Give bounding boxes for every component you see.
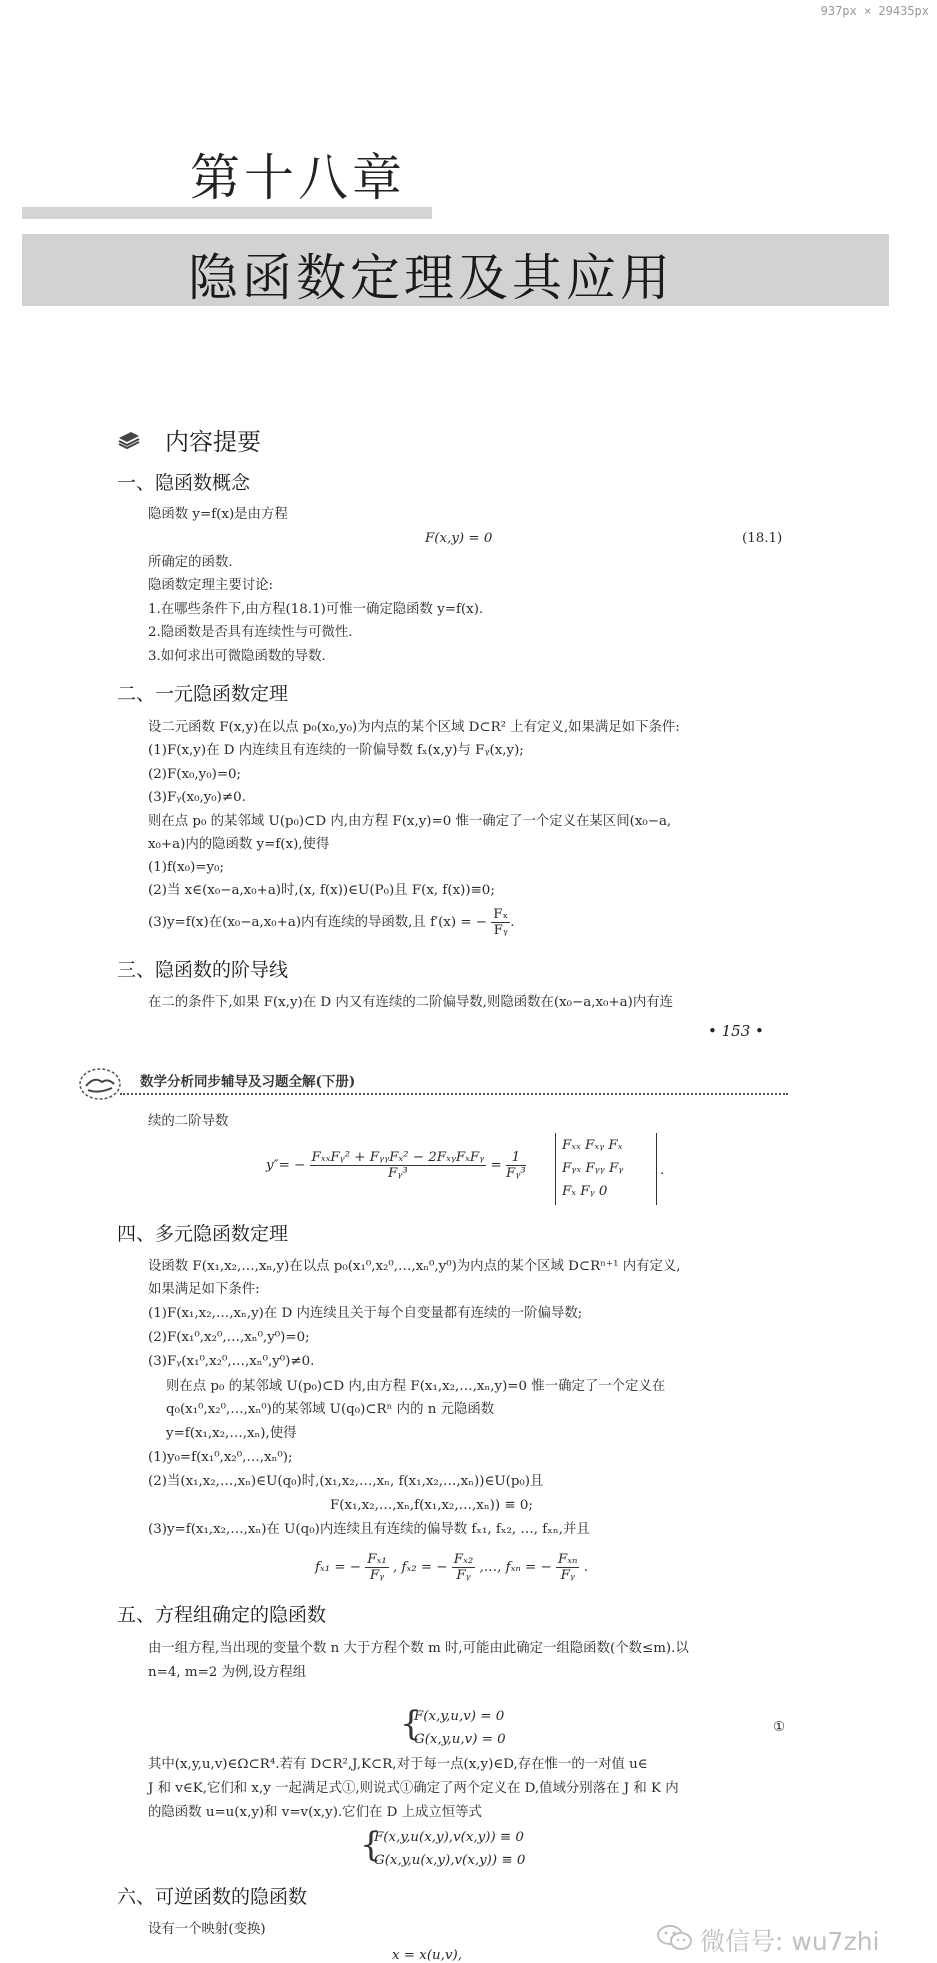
s2-condition-2: (2)F(x₀,y₀)=0; bbox=[148, 767, 242, 782]
s2-result-3: (3)y=f(x)在(x₀−a,x₀+a)内有连续的导函数,且 f′(x) = − $\frac{\text{Fₓ}}{\text{Fᵧ}}$ . bbox=[148, 907, 515, 938]
fraction-numerator: 1 bbox=[506, 1150, 526, 1166]
s5-line-5: 的隐函数 u=u(x,y)和 v=v(x,y).它们在 D 上成立恒等式 bbox=[148, 1805, 482, 1820]
s2-line-1: 设二元函数 F(x,y)在以点 p₀(x₀,y₀)为内点的某个区域 D⊂R² 上有定义,如果满足如下条件: bbox=[148, 720, 680, 735]
s3b-line-1: 续的二阶导数 bbox=[148, 1114, 229, 1129]
s4-result-2b: F(x₁,x₂,…,xₙ,f(x₁,x₂,…,xₙ)) ≡ 0; bbox=[330, 1498, 533, 1513]
s2-result-1: (1)f(x₀)=y₀; bbox=[148, 860, 224, 875]
handshake-icon bbox=[78, 1066, 122, 1102]
s2-result-3-text: (3)y=f(x)在(x₀−a,x₀+a)内有连续的导函数,且 f′(x) = − bbox=[148, 915, 488, 930]
s5-line-4: J 和 v∈K,它们和 x,y 一起满足式①,则说式①确定了两个定义在 D,值域分别落在 J 和 K 内 bbox=[148, 1781, 679, 1796]
s2-condition-1: (1)F(x,y)在 D 内连续且有连续的一阶偏导数 fₓ(x,y)与 Fᵧ(x,y); bbox=[148, 743, 524, 758]
matrix-row-3: Fₓ Fᵧ 0 bbox=[562, 1184, 608, 1199]
s1-equation: F(x,y) = 0 bbox=[425, 531, 493, 546]
header-dotted-rule bbox=[120, 1093, 788, 1095]
section-1-heading: 一、隐函数概念 bbox=[117, 472, 251, 494]
s1-equation-number: (18.1) bbox=[742, 531, 783, 546]
s6-line-1: 设有一个映射(变换) bbox=[148, 1922, 266, 1937]
wechat-icon bbox=[655, 1922, 695, 1954]
s4-result-3: (3)y=f(x₁,x₂,…,xₙ)在 U(q₀)内连续且有连续的偏导数 fₓ₁, fₓ₂, …, fₓₙ,并且 bbox=[148, 1522, 590, 1537]
s2-result-2: (2)当 x∈(x₀−a,x₀+a)时,(x, f(x))∈U(P₀)且 F(x, f(x))≡0; bbox=[148, 883, 495, 898]
s1-item-3: 3.如何求出可微隐函数的导数. bbox=[148, 649, 326, 664]
fraction-numerator: Fₓₙ bbox=[558, 1552, 578, 1567]
s5-line-1: 由一组方程,当出现的变量个数 n 大于方程个数 m 时,可能由此确定一组隐函数(个数≤m).以 bbox=[148, 1641, 689, 1656]
fraction-denominator: Fᵧ bbox=[456, 1568, 471, 1583]
s2-line-2: 则在点 p₀ 的某邻域 U(p₀)⊂D 内,由方程 F(x,y)=0 惟一确定了一个定义在某区间(x₀−a, bbox=[148, 814, 672, 829]
s1-item-2: 2.隐函数是否具有连续性与可微性. bbox=[148, 625, 353, 640]
s1-line-3: 隐函数定理主要讨论: bbox=[148, 578, 274, 593]
formula-f1-fraction bbox=[365, 1552, 388, 1583]
fraction-denominator: Fᵧ³ bbox=[388, 1166, 408, 1181]
s1-line-2: 所确定的函数. bbox=[148, 555, 233, 570]
s4-result-1: (1)y₀=f(x₁⁰,x₂⁰,…,xₙ⁰); bbox=[148, 1450, 293, 1465]
fraction-numerator: Fₓ₂ bbox=[453, 1552, 474, 1567]
section-5-heading: 五、方程组确定的隐函数 bbox=[117, 1604, 327, 1626]
formula-fn-fraction bbox=[556, 1552, 579, 1583]
formula-main-fraction bbox=[310, 1150, 487, 1181]
s5-line-2: n=4, m=2 为例,设方程组 bbox=[148, 1665, 307, 1680]
s5-equation-2: G(x,y,u,v) = 0 bbox=[414, 1732, 506, 1747]
book-running-title: 数学分析同步辅导及习题全解(下册) bbox=[140, 1074, 356, 1090]
formula-coefficient bbox=[506, 1150, 526, 1181]
s1-line-1: 隐函数 y=f(x)是由方程 bbox=[148, 507, 288, 522]
formula-end: . bbox=[583, 1560, 589, 1575]
fraction-numerator: FₓₓFᵧ² + FᵧᵧFₓ² − 2FₓᵧFₓFᵧ bbox=[311, 1150, 485, 1165]
s4-result-2: (2)当(x₁,x₂,…,xₙ)∈U(q₀)时,(x₁,x₂,…,xₙ, f(x₁,x₂,…,xₙ))∈U(p₀)且 bbox=[148, 1474, 544, 1489]
system-brace-1: { bbox=[400, 1704, 422, 1744]
s6-mapping-formula: x = x(u,v), bbox=[392, 1948, 462, 1963]
formula-equals: = bbox=[490, 1158, 502, 1173]
formula-lhs: y″= − bbox=[266, 1158, 306, 1173]
fraction-denominator: Fᵧ bbox=[369, 1568, 385, 1583]
s3-line-1: 在二的条件下,如果 F(x,y)在 D 内又有连续的二阶偏导数,则隐函数在(x₀−a,x₀+a)内有连 bbox=[148, 995, 674, 1010]
formula-f2-fraction bbox=[452, 1552, 475, 1583]
s2-line-3: x₀+a)内的隐函数 y=f(x),使得 bbox=[148, 837, 330, 852]
s4-line-1: 设函数 F(x₁,x₂,…,xₙ,y)在以点 p₀(x₁⁰,x₂⁰,…,xₙ⁰,y⁰)为内点的某个区域 D⊂Rⁿ⁺¹ 内有定义, bbox=[148, 1259, 681, 1274]
section-6-heading: 六、可逆函数的隐函数 bbox=[117, 1886, 308, 1908]
chapter-label: 第十八章 bbox=[190, 149, 406, 207]
s1-item-1: 1.在哪些条件下,由方程(18.1)可惟一确定隐函数 y=f(x). bbox=[148, 602, 484, 617]
partial-derivative-formulas bbox=[315, 1552, 588, 1583]
fraction-denominator: Fᵧ bbox=[493, 923, 508, 938]
formula-f2: , fₓ₂ = − bbox=[392, 1560, 448, 1575]
matrix-row-2: Fᵧₓ Fᵧᵧ Fᵧ bbox=[562, 1161, 624, 1176]
matrix-row-1: Fₓₓ Fₓᵧ Fₓ bbox=[562, 1138, 623, 1153]
chapter-divider bbox=[22, 207, 432, 219]
s5-equation-marker: ① bbox=[773, 1720, 786, 1735]
summary-title: 内容提要 bbox=[165, 428, 261, 456]
fraction-numerator: Fₓ bbox=[493, 907, 509, 922]
s5-identity-2: G(x,y,u(x,y),v(x,y)) ≡ 0 bbox=[374, 1853, 526, 1868]
s5-identity-1: F(x,y,u(x,y),v(x,y)) ≡ 0 bbox=[374, 1830, 524, 1845]
section-3-heading: 三、隐函数的阶导线 bbox=[117, 959, 289, 981]
section-4-heading: 四、多元隐函数定理 bbox=[117, 1223, 289, 1245]
chapter-title: 隐函数定理及其应用 bbox=[188, 249, 674, 307]
matrix-period: . bbox=[660, 1163, 665, 1178]
s5-equation-1: F(x,y,u,v) = 0 bbox=[414, 1709, 505, 1724]
fraction-denominator: Fᵧ bbox=[560, 1568, 575, 1583]
fraction-numerator: Fₓ₁ bbox=[367, 1552, 387, 1567]
system-brace-2: { bbox=[360, 1825, 382, 1865]
s2-derivative-fraction bbox=[491, 907, 510, 938]
s4-line-4: q₀(x₁⁰,x₂⁰,…,xₙ⁰)的某邻域 U(q₀)⊂Rⁿ 内的 n 元隐函数 bbox=[166, 1402, 495, 1417]
s5-line-3: 其中(x,y,u,v)∈Ω⊂R⁴.若有 D⊂R²,J,K⊂R,对于每一点(x,y)∈D,存在惟一的一对值 u∈ bbox=[148, 1757, 648, 1772]
second-derivative-formula bbox=[266, 1150, 526, 1181]
s4-condition-3: (3)Fᵧ(x₁⁰,x₂⁰,…,xₙ⁰,y⁰)≠0. bbox=[148, 1354, 315, 1369]
s4-line-2: 如果满足如下条件: bbox=[148, 1282, 260, 1297]
s2-condition-3: (3)Fᵧ(x₀,y₀)≠0. bbox=[148, 790, 246, 805]
s4-condition-1: (1)F(x₁,x₂,…,xₙ,y)在 D 内连续且关于每个自变量都有连续的一阶偏导数; bbox=[148, 1306, 583, 1321]
s4-condition-2: (2)F(x₁⁰,x₂⁰,…,xₙ⁰,y⁰)=0; bbox=[148, 1330, 310, 1345]
formula-f1: fₓ₁ = − bbox=[315, 1560, 362, 1575]
book-stack-icon bbox=[117, 430, 141, 450]
page-number: • 153 • bbox=[708, 1022, 764, 1040]
section-2-heading: 二、一元隐函数定理 bbox=[117, 683, 289, 705]
formula-fn: ,…, fₓₙ = − bbox=[479, 1560, 552, 1575]
s4-line-5: y=f(x₁,x₂,…,xₙ),使得 bbox=[166, 1426, 297, 1441]
image-dimensions: 937px × 29435px bbox=[820, 4, 929, 18]
watermark-text: 微信号: wu7zhi bbox=[700, 1927, 880, 1956]
fraction-denominator: Fᵧ³ bbox=[506, 1166, 526, 1181]
s4-line-3: 则在点 p₀ 的某邻域 U(p₀)⊂D 内,由方程 F(x₁,x₂,…,xₙ,y)=0 惟一确定了一个定义在 bbox=[166, 1379, 666, 1394]
